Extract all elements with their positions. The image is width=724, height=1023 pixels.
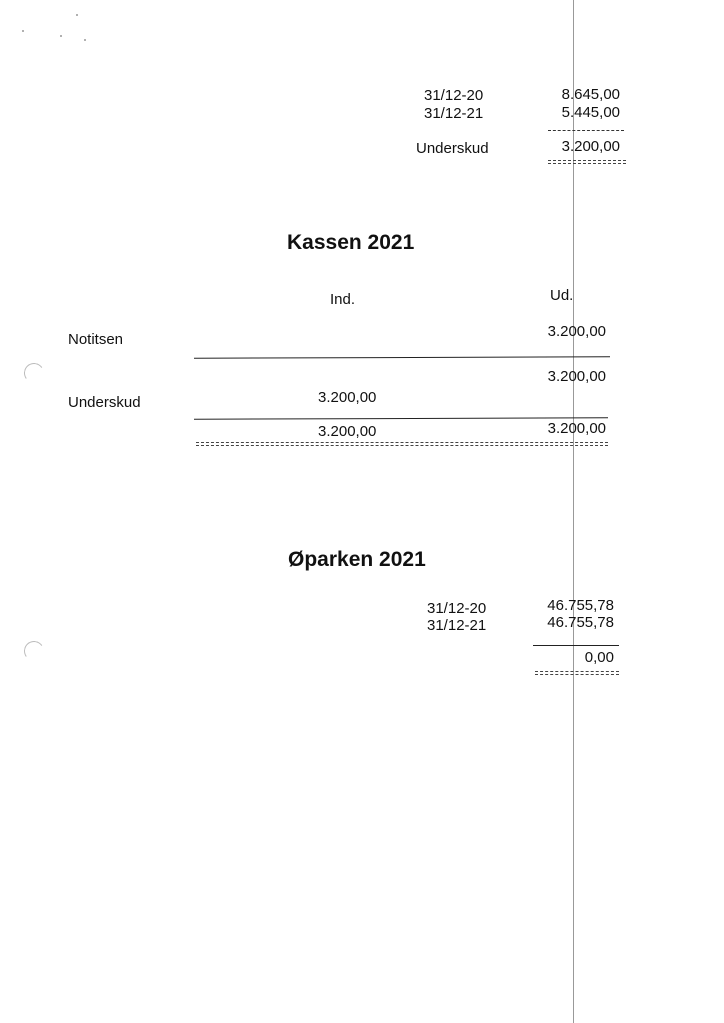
- amount-value: 46.755,78: [547, 614, 614, 631]
- section-title: Kassen 2021: [287, 231, 415, 254]
- result-amount: 0,00: [584, 649, 614, 666]
- date-label: 31/12-21: [427, 617, 487, 634]
- double-underline: [548, 160, 626, 164]
- subtotal-dash-line: [548, 130, 624, 131]
- row-label: Notitsen: [68, 331, 124, 348]
- result-double-underline: [535, 671, 619, 675]
- scan-speck: [22, 30, 24, 32]
- punch-hole-mark: [22, 639, 45, 662]
- amount-value: 8.645,00: [561, 86, 620, 103]
- scan-speck: [60, 35, 62, 37]
- underskud-label: Underskud: [68, 394, 141, 411]
- section-title: Øparken 2021: [288, 548, 426, 571]
- result-label: Underskud: [416, 140, 489, 157]
- subtotal-out-amount: 3.200,00: [547, 368, 606, 385]
- total-in-amount: 3.200,00: [318, 423, 377, 440]
- amount-value: 46.755,78: [547, 597, 614, 614]
- total-double-underline: [196, 442, 608, 446]
- scan-speck: [76, 14, 78, 16]
- result-amount: 3.200,00: [561, 138, 620, 155]
- row-out-amount: 3.200,00: [547, 323, 606, 340]
- subtotal-rule: [194, 356, 610, 358]
- underskud-in-amount: 3.200,00: [318, 389, 377, 406]
- result-rule: [533, 645, 619, 646]
- scan-speck: [84, 39, 86, 41]
- date-label: 31/12-20: [427, 600, 487, 617]
- total-out-amount: 3.200,00: [547, 420, 606, 437]
- date-label: 31/12-21: [424, 105, 484, 122]
- amount-value: 5.445,00: [561, 104, 620, 121]
- column-header-in: Ind.: [330, 291, 356, 308]
- column-header-out: Ud.: [550, 287, 574, 304]
- date-label: 31/12-20: [424, 87, 484, 104]
- punch-hole-mark: [22, 361, 45, 384]
